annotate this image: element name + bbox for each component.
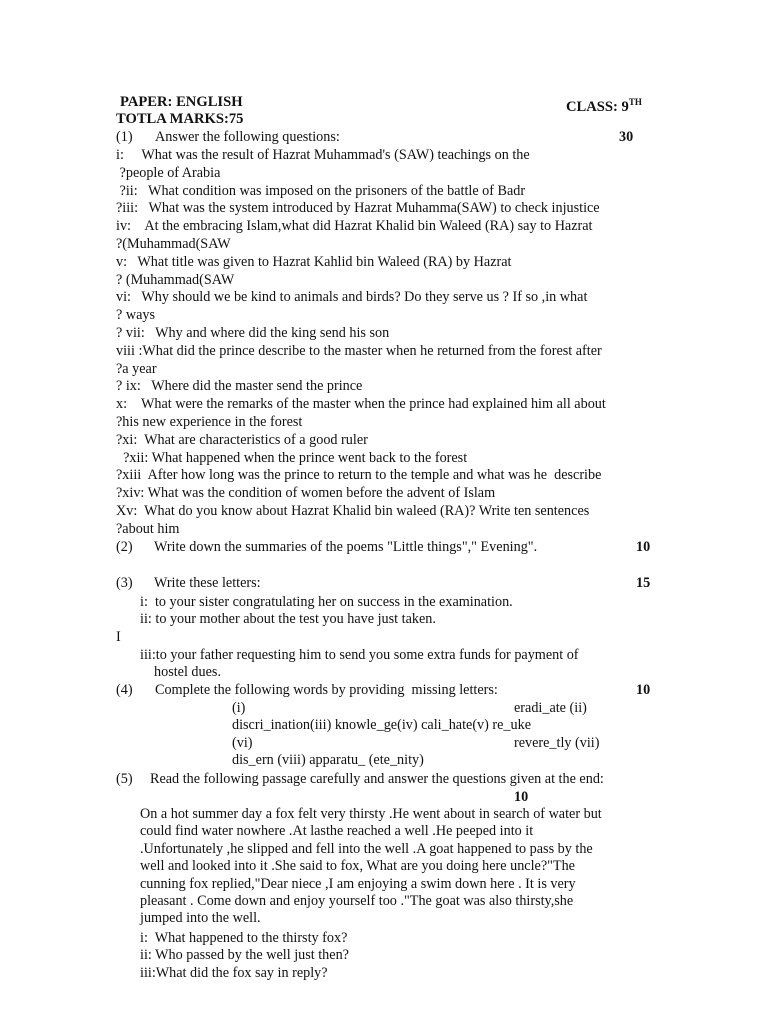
q1-instruction: Answer the following questions: — [155, 129, 340, 145]
q5-marks: 10 — [514, 789, 529, 805]
question-line: ? ix: Where did the master send the prince — [116, 378, 363, 395]
question-line: ?iii: What was the system introduced by Hazrat Muhamma(SAW) to check injustice — [116, 200, 600, 217]
question-line: ?xii: What happened when the prince went back to the forest — [116, 449, 468, 466]
q1-marks: 30 — [619, 129, 634, 145]
q5-number: (5) — [116, 771, 133, 787]
q2-number: (2) — [116, 539, 133, 555]
question-line: x: What were the remarks of the master when the prince had explained him all about — [116, 396, 606, 413]
q4-word-row: (vi) — [232, 735, 253, 751]
q4-instruction: Complete the following words by providing missing letters: — [155, 682, 498, 698]
passage-line: .Unfortunately ,he slipped and fell into the well .A goat happened to pass by the — [140, 840, 593, 857]
q4-word-row: eradi_ate (ii) — [514, 700, 587, 716]
q3-item: ii: to your mother about the test you have just taken. — [140, 611, 436, 627]
question-line: ?xiv: What was the condition of women before the advent of Islam — [116, 485, 496, 502]
question-line: viii :What did the prince describe to the master when he returned from the forest after — [116, 342, 602, 359]
question-line: iv: At the embracing Islam,what did Hazrat Khalid bin Waleed (RA) say to Hazrat — [116, 218, 593, 235]
passage-line: cunning fox replied,"Dear niece ,I am enjoying a swim down here . It is very — [140, 875, 576, 892]
q5-question: iii:What did the fox say in reply? — [140, 964, 328, 981]
question-line: ? ways — [116, 307, 156, 324]
passage-line: On a hot summer day a fox felt very thirsty .He went about in search of water but — [140, 806, 602, 822]
q3-instruction: Write these letters: — [154, 575, 261, 591]
passage-line: jumped into the well. — [140, 910, 261, 927]
question-line: ? vii: Why and where did the king send his son — [116, 325, 390, 341]
passage-line: pleasant . Come down and enjoy yourself too ."The goat was also thirsty,she — [140, 893, 574, 909]
question-line: v: What title was given to Hazrat Kahlid bin Waleed (RA) by Hazrat — [116, 253, 512, 270]
q5-question: i: What happened to the thirsty fox? — [140, 930, 348, 946]
q3-number: (3) — [116, 575, 133, 591]
q4-number: (4) — [116, 682, 133, 698]
question-line: i: What was the result of Hazrat Muhammad's (SAW) teachings on the — [116, 147, 530, 163]
passage-line: well and looked into it .She said to fox, What are you doing here uncle?"The — [140, 858, 575, 875]
q2-instruction: Write down the summaries of the poems "Little things"," Evening". — [154, 539, 538, 555]
q4-word-row: discri_ination(iii) knowle_ge(iv) cali_hate(v) re_uke — [232, 717, 532, 733]
q4-word-row: dis_ern (viii) apparatu_ (ete_nity) — [232, 752, 424, 768]
q4-marks: 10 — [636, 682, 651, 698]
question-line: vi: Why should we be kind to animals and birds? Do they serve us ? If so ,in what — [116, 289, 588, 306]
question-line: ? (Muhammad(SAW — [116, 271, 235, 288]
passage-line: could find water nowhere .At lasthe reached a well .He peeped into it — [140, 823, 534, 840]
question-line: ?xi: What are characteristics of a good ruler — [116, 431, 368, 448]
q3-item-continued: hostel dues. — [154, 664, 221, 680]
q3-marks: 15 — [636, 575, 651, 591]
class-text: CLASS: 9 — [566, 99, 629, 115]
question-line: ?people of Arabia — [116, 164, 221, 181]
q1-number: (1) — [116, 129, 133, 145]
question-line: ?about him — [116, 520, 180, 537]
question-line: ?his new experience in the forest — [116, 414, 303, 430]
question-line: ?ii: What condition was imposed on the prisoners of the battle of Badr — [116, 182, 526, 199]
question-line: Xv: What do you know about Hazrat Khalid bin waleed (RA)? Write ten sentences — [116, 503, 590, 519]
q4-word-row: (i) — [232, 700, 246, 716]
class-label — [566, 94, 642, 117]
q2-marks: 10 — [636, 539, 651, 555]
question-line: ?xiii After how long was the prince to return to the temple and what was he describe — [116, 467, 602, 484]
q4-word-row: revere_tly (vii) — [514, 735, 600, 751]
paper-title: PAPER: ENGLISH — [120, 94, 243, 110]
stray-mark: I — [116, 629, 121, 645]
q3-item: i: to your sister congratulating her on success in the examination. — [140, 594, 513, 610]
q5-instruction: Read the following passage carefully and answer the questions given at the end: — [150, 771, 604, 787]
q5-question: ii: Who passed by the well just then? — [140, 947, 349, 964]
class-superscript: TH — [628, 97, 642, 107]
total-marks: TOTLA MARKS:75 — [116, 111, 244, 127]
q3-item: iii:to your father requesting him to send you some extra funds for payment of — [140, 647, 579, 663]
question-line: ?(Muhammad(SAW — [116, 236, 231, 252]
question-line: ?a year — [116, 360, 157, 377]
